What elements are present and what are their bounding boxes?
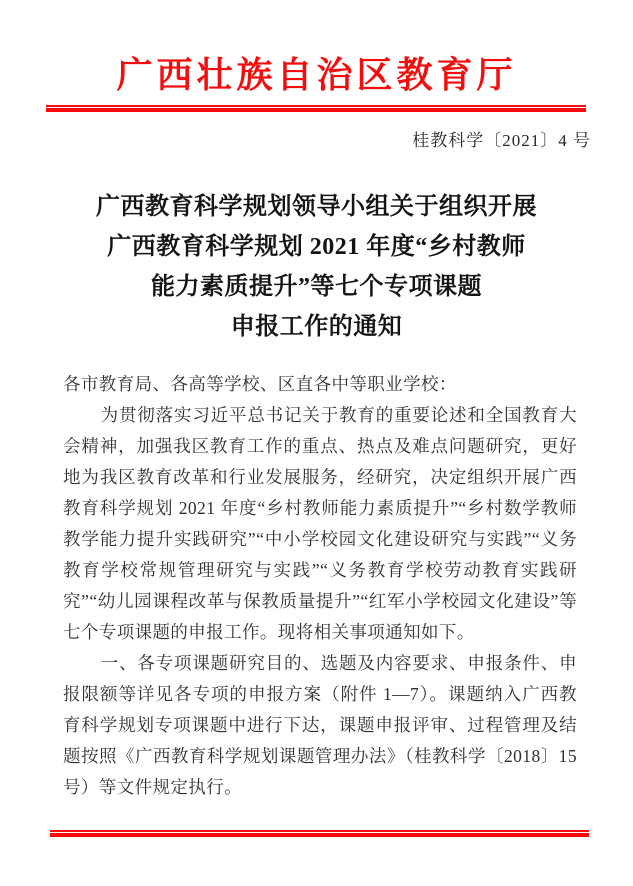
- agency-name: 广西壮族自治区教育厅: [116, 55, 517, 95]
- title-line-4: 申报工作的通知: [230, 314, 403, 340]
- document-body: [63, 369, 577, 803]
- header-rule-divider: [46, 105, 586, 112]
- footer-rule-divider: [50, 830, 589, 837]
- title-line-1: 广西教育科学规划领导小组关于组织开展: [96, 194, 537, 220]
- title-line-2: 广西教育科学规划 2021 年度“乡村教师: [107, 234, 526, 260]
- paragraph-1: 为贯彻落实习近平总书记关于教育的重要论述和全国教育大会精神，加强我区教育工作的重点、热点及难点问题研究，更好地为我区教育改革和行业发展服务，经研究，决定组织开展广西教育科学规划 2021 年度“乡村教师能力素质提升”“乡村数学教师教学能力提升实践研究”“中小学校园文化建设研究与实践”“义务教育学校常规管理研究与实践”“义务教育学校劳动教育实践研究”“幼儿园课程改革与保教质量提升”“红军小学校园文化建设”等七个专项课题的申报工作。现将相关事项通知如下。: [63, 405, 577, 642]
- title-line-3: 能力素质提升”等七个专项课题: [151, 274, 482, 300]
- paragraph-2: 一、各专项课题研究目的、选题及内容要求、申报条件、申报限额等详见各专项的申报方案（附件 1—7）。课题纳入广西教育科学规划专项课题中进行下达，课题申报评审、过程管理及结题按照《广西教育科学规划课题管理办法》（桂教科学〔2018〕15 号）等文件规定执行。: [63, 653, 577, 797]
- doc-number: 桂教科学〔2021〕4 号: [412, 131, 591, 150]
- document-title: [0, 187, 633, 347]
- salutation: 各市教育局、各高等学校、区直各中等职业学校：: [63, 374, 457, 394]
